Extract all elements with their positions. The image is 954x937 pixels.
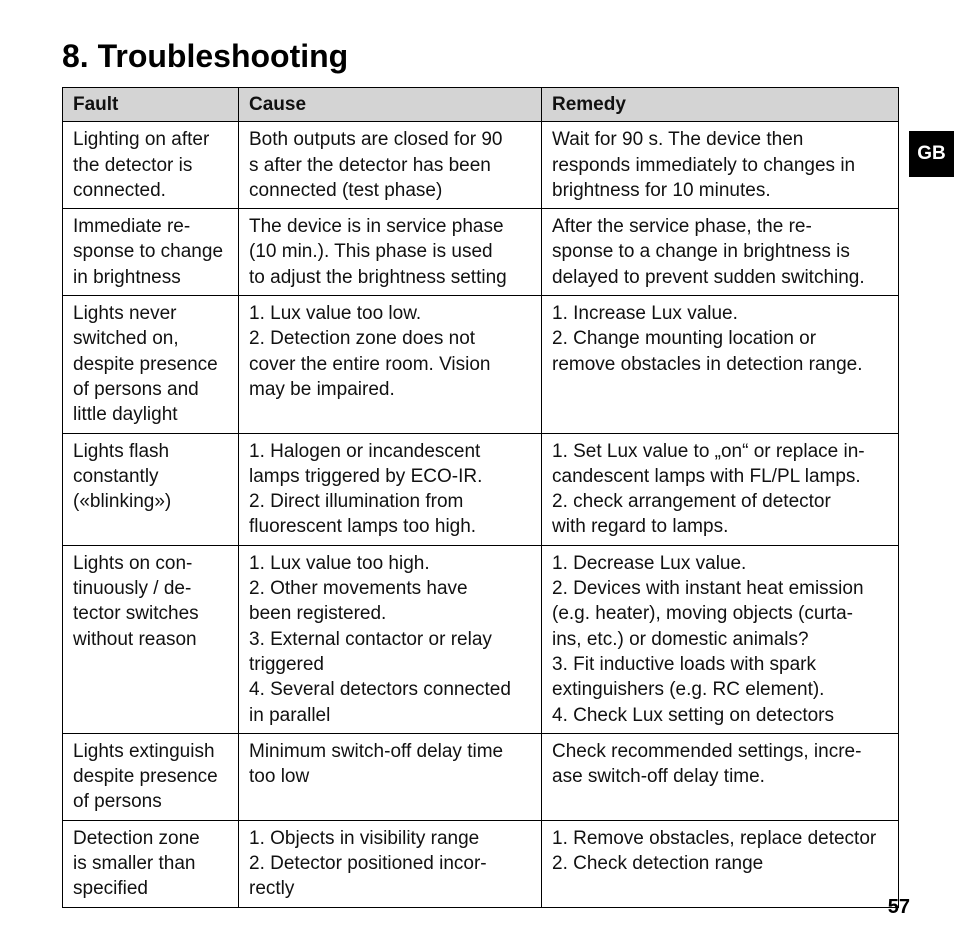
remedy-cell: 1. Decrease Lux value. 2. Devices with instant heat emission (e.g. heater), moving objects (curta- ins, etc.) or domestic animals? 3. Fit inductive loads with spark extinguishers (e.g. RC element). 4. Check Lux setting on detectors xyxy=(542,545,899,733)
table-row xyxy=(63,122,899,209)
cause-cell: 1. Lux value too high. 2. Other movements have been registered. 3. External contactor or relay triggered 4. Several detectors connected in parallel xyxy=(239,545,542,733)
remedy-cell: Wait for 90 s. The device then responds immediately to changes in brightness for 10 minutes. xyxy=(542,122,899,209)
page-number: 57 xyxy=(887,896,910,918)
remedy-cell: After the service phase, the re- sponse to a change in brightness is delayed to prevent sudden switching. xyxy=(542,209,899,296)
cause-cell: Minimum switch-off delay time too low xyxy=(239,733,542,820)
table-row xyxy=(63,545,899,733)
fault-cell: Detection zone is smaller than specified xyxy=(63,820,239,907)
cause-cell: Both outputs are closed for 90 s after the detector has been connected (test phase) xyxy=(239,122,542,209)
table-row xyxy=(63,296,899,433)
table-row xyxy=(63,209,899,296)
troubleshooting-table xyxy=(62,87,899,908)
fault-cell: Lighting on after the detector is connected. xyxy=(63,122,239,209)
remedy-cell: Check recommended settings, incre- ase switch-off delay time. xyxy=(542,733,899,820)
table-row xyxy=(63,820,899,907)
fault-cell: Lights never switched on, despite presence of persons and little daylight xyxy=(63,296,239,433)
fault-cell: Lights flash constantly («blinking») xyxy=(63,433,239,545)
page-title: 8. Troubleshooting xyxy=(62,38,349,74)
header-fault: Fault xyxy=(63,88,239,122)
fault-cell: Immediate re- sponse to change in brightness xyxy=(63,209,239,296)
language-tab: GB xyxy=(909,131,954,177)
cause-cell: 1. Halogen or incandescent lamps triggered by ECO-IR. 2. Direct illumination from fluorescent lamps too high. xyxy=(239,433,542,545)
fault-cell: Lights on con- tinuously / de- tector switches without reason xyxy=(63,545,239,733)
header-remedy: Remedy xyxy=(542,88,899,122)
table-row xyxy=(63,433,899,545)
cause-cell: 1. Objects in visibility range 2. Detector positioned incor- rectly xyxy=(239,820,542,907)
cause-cell: 1. Lux value too low. 2. Detection zone does not cover the entire room. Vision may be impaired. xyxy=(239,296,542,433)
remedy-cell: 1. Increase Lux value. 2. Change mounting location or remove obstacles in detection range. xyxy=(542,296,899,433)
table-header-row xyxy=(63,88,899,122)
remedy-cell: 1. Set Lux value to „on“ or replace in- candescent lamps with FL/PL lamps. 2. check arrangement of detector with regard to lamps. xyxy=(542,433,899,545)
remedy-cell: 1. Remove obstacles, replace detector 2. Check detection range xyxy=(542,820,899,907)
cause-cell: The device is in service phase (10 min.). This phase is used to adjust the brightness setting xyxy=(239,209,542,296)
header-cause: Cause xyxy=(239,88,542,122)
table-row xyxy=(63,733,899,820)
fault-cell: Lights extinguish despite presence of persons xyxy=(63,733,239,820)
